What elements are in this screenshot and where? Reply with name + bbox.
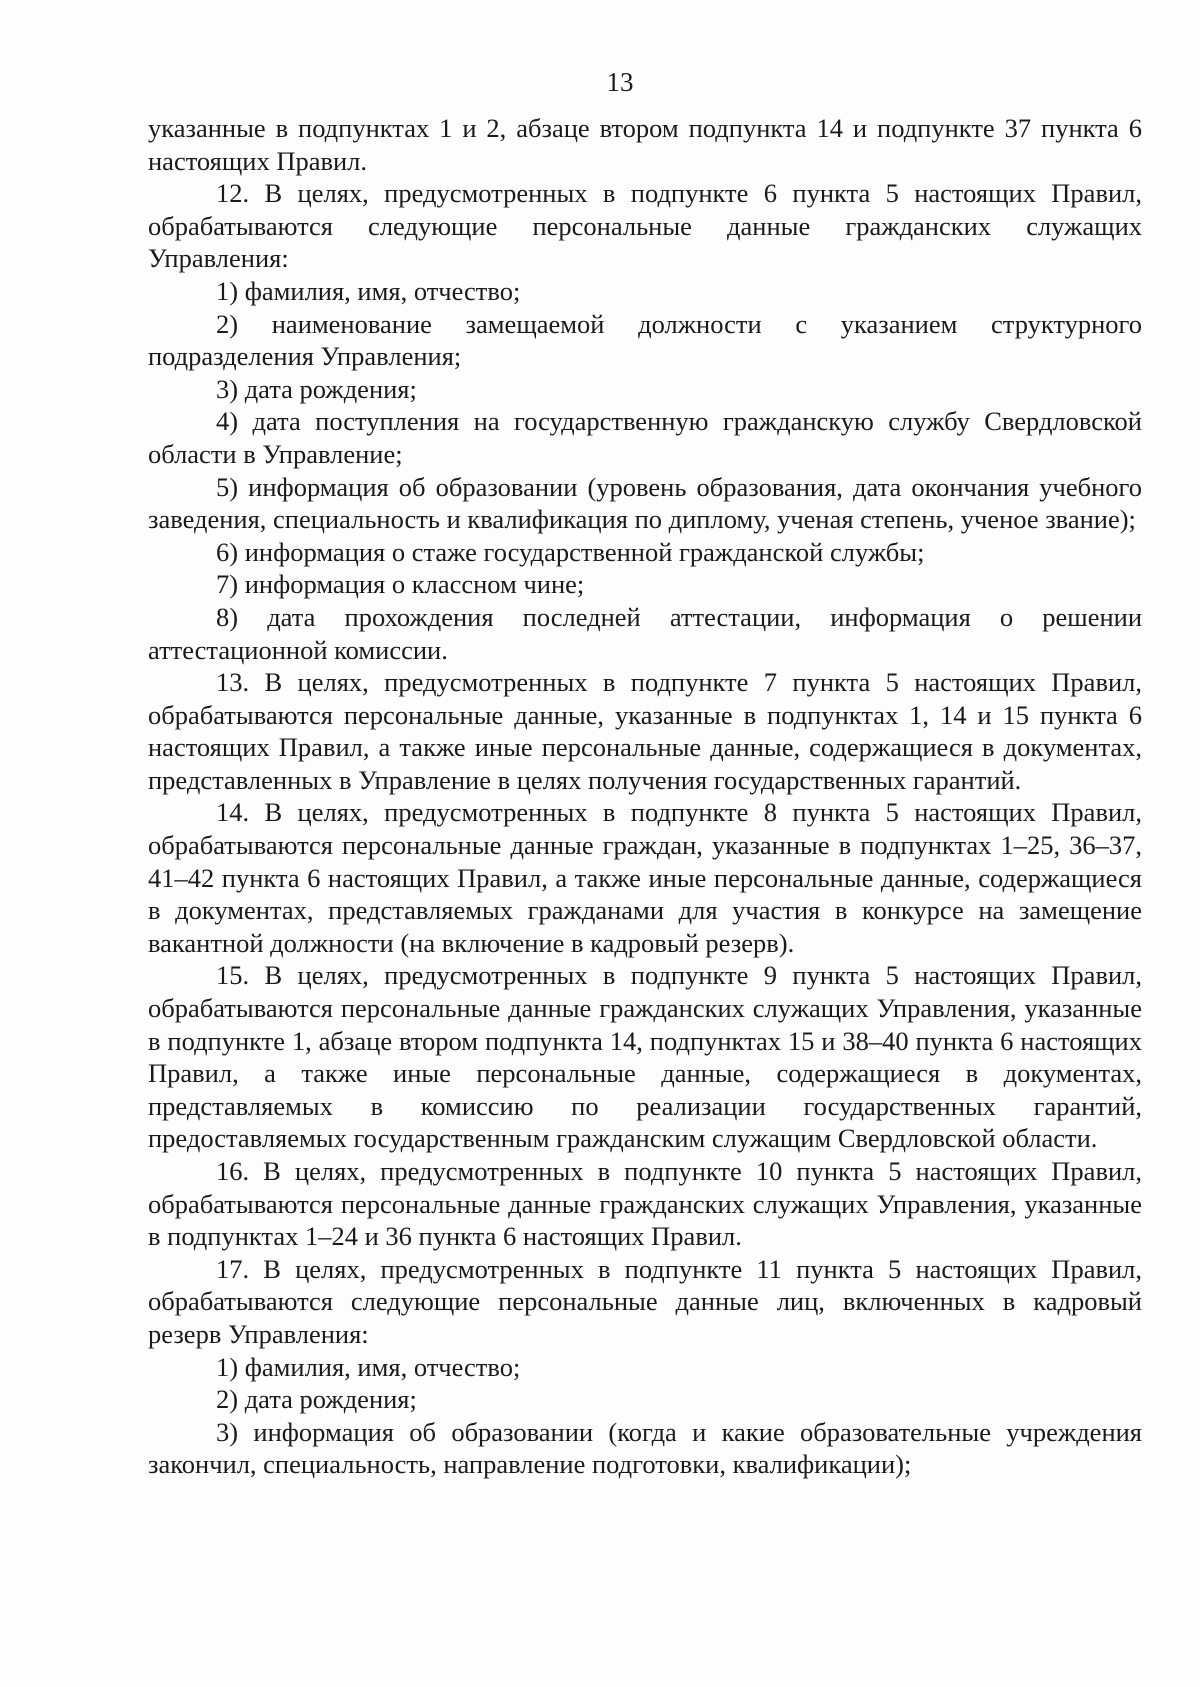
list-item: 8) дата прохождения последней аттестации, информация о решении аттестационной комиссии.	[148, 601, 1142, 665]
paragraph-item-17: 17. В целях, предусмотренных в подпункте 11 пункта 5 настоящих Правил, обрабатываются следующие персональные данные лиц, включенных в кадровый резерв Управления:	[148, 1253, 1142, 1349]
page-number: 13	[606, 67, 634, 97]
list-item: 3) информация об образовании (когда и какие образовательные учреждения закончил, специальность, направление подготовки, квалификации);	[148, 1416, 1142, 1480]
list-item: 3) дата рождения;	[216, 373, 417, 404]
list-item: 2) дата рождения;	[216, 1384, 417, 1415]
paragraph-item-15: 15. В целях, предусмотренных в подпункте 9 пункта 5 настоящих Правил, обрабатываются персональные данные гражданских служащих Управления, указанные в подпункте 1, абзаце втором подпункта 14, подпунктах 15 и 38–40 пункта 6 настоящих Правил, а также иные персональные данные, содержащиеся в документах, представляемых в комиссию по реализации государственных гарантий, предоставляемых государственным гражданским служащим Свердловской области.	[148, 960, 1142, 1154]
paragraph-item-13: 13. В целях, предусмотренных в подпункте 7 пункта 5 настоящих Правил, обрабатываются персональные данные, указанные в подпунктах 1, 14 и 15 пункта 6 настоящих Правил, а также иные персональные данные, содержащиеся в документах, представленных в Управление в целях получения государственных гарантий.	[148, 667, 1142, 795]
list-item: 1) фамилия, имя, отчество;	[216, 275, 521, 306]
paragraph-item-14: 14. В целях, предусмотренных в подпункте 8 пункта 5 настоящих Правил, обрабатываются персональные данные граждан, указанные в подпунктах 1–25, 36–37, 41–42 пункта 6 настоящих Правил, а также иные персональные данные, содержащиеся в документах, представляемых гражданами для участия в конкурсе на замещение вакантной должности (на включение в кадровый резерв).	[148, 797, 1142, 958]
list-item: 5) информация об образовании (уровень образования, дата окончания учебного заведения, специальность и квалификация по диплому, ученая степень, ученое звание);	[148, 471, 1142, 535]
list-item: 2) наименование замещаемой должности с указанием структурного подразделения Управления;	[148, 308, 1142, 372]
list-item: 7) информация о классном чине;	[216, 569, 585, 600]
document-body	[148, 112, 1142, 1481]
paragraph-item-16: 16. В целях, предусмотренных в подпункте 10 пункта 5 настоящих Правил, обрабатываются персональные данные гражданских служащих Управления, указанные в подпунктах 1–24 и 36 пункта 6 настоящих Правил.	[148, 1156, 1142, 1252]
list-item: 4) дата поступления на государственную гражданскую службу Свердловской области в Управление;	[148, 406, 1142, 469]
paragraph-item-12: 12. В целях, предусмотренных в подпункте 6 пункта 5 настоящих Правил, обрабатываются следующие персональные данные гражданских служащих Управления:	[148, 178, 1142, 274]
paragraph-continuation: указанные в подпунктах 1 и 2, абзаце втором подпункта 14 и подпункте 37 пункта 6 настоящих Правил.	[148, 113, 1142, 176]
list-item: 1) фамилия, имя, отчество;	[216, 1351, 521, 1382]
list-item: 6) информация о стаже государственной гражданской службы;	[216, 536, 925, 567]
